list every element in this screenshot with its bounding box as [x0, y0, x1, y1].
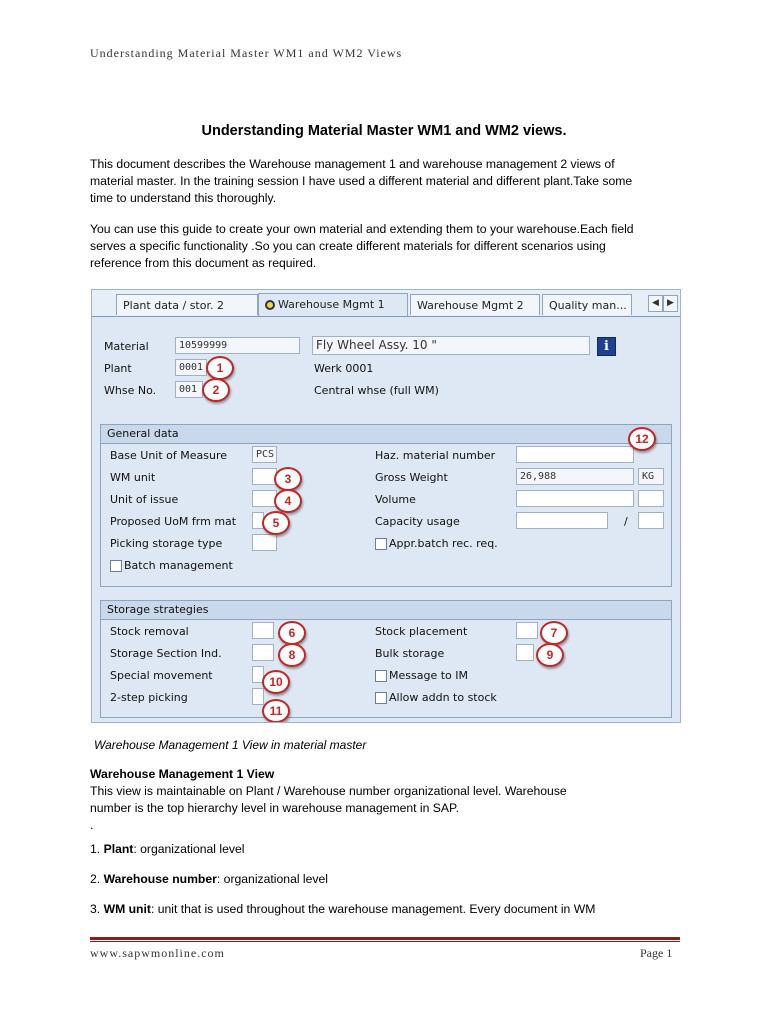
gross-weight-field[interactable]: 26,988 — [516, 468, 634, 485]
list-term: WM unit — [103, 902, 151, 916]
section-line: number is the top hierarchy level in warehouse management in SAP. — [90, 801, 459, 815]
section-heading: Warehouse Management 1 View — [90, 767, 275, 781]
gross-weight-unit-field[interactable]: KG — [638, 468, 664, 485]
volume-field[interactable] — [516, 490, 634, 507]
haz-material-label: Haz. material number — [375, 449, 496, 462]
annotation-badge-9: 9 — [536, 643, 564, 667]
picking-storage-type-field[interactable] — [252, 534, 277, 551]
annotation-badge-2: 2 — [202, 378, 230, 402]
document-title: Understanding Material Master WM1 and WM2 views. — [201, 123, 567, 139]
storage-section-label: Storage Section Ind. — [110, 647, 222, 660]
batch-management-label: Batch management — [124, 559, 233, 572]
whse-field[interactable]: 001 — [175, 381, 203, 398]
intro-line: material master. In the training session I have used a different material and different plant.Take some — [90, 174, 633, 188]
list-item — [90, 871, 670, 888]
annotation-badge-1: 1 — [206, 356, 234, 380]
footer-page-number: Page 1 — [640, 946, 673, 960]
annotation-badge-10: 10 — [262, 670, 290, 694]
section-line: This view is maintainable on Plant / Warehouse number organizational level. Warehouse — [90, 784, 567, 798]
list-text: : organizational level — [216, 872, 329, 886]
material-description-field[interactable]: Fly Wheel Assy. 10 " — [312, 336, 590, 355]
allow-addn-label: Allow addn to stock — [389, 691, 497, 704]
intro-line: time to understand this thoroughly. — [90, 191, 277, 205]
tab-warehouse-mgmt-2[interactable] — [410, 294, 540, 315]
annotation-badge-7: 7 — [540, 621, 568, 645]
two-step-picking-label: 2-step picking — [110, 691, 188, 704]
stock-placement-field[interactable] — [516, 622, 538, 639]
message-to-im-label: Message to IM — [389, 669, 468, 682]
guide-line: You can use this guide to create your own material and extending them to your warehouse.Each field — [90, 222, 634, 236]
guide-line: reference from this document as required. — [90, 256, 317, 270]
base-uom-label: Base Unit of Measure — [110, 449, 228, 462]
list-number: 2. — [90, 872, 104, 886]
wm1-section — [90, 766, 670, 834]
active-tab-icon — [265, 300, 275, 310]
haz-material-field[interactable] — [516, 446, 634, 463]
volume-label: Volume — [375, 493, 416, 506]
annotation-badge-12: 12 — [628, 427, 656, 451]
tab-bar — [92, 290, 680, 317]
tab-plant-data-stor2[interactable] — [116, 294, 258, 315]
storage-strategies-title: Storage strategies — [101, 601, 671, 620]
intro-paragraph — [90, 156, 670, 207]
proposed-uom-label: Proposed UoM frm mat — [110, 515, 237, 528]
allow-addn-checkbox[interactable] — [375, 692, 387, 704]
list-term: Warehouse number — [103, 872, 217, 886]
stock-removal-field[interactable] — [252, 622, 274, 639]
sap-material-master-screenshot — [91, 289, 681, 723]
wm-unit-label: WM unit — [110, 471, 156, 484]
plant-field[interactable]: 0001 — [175, 359, 207, 376]
annotation-badge-8: 8 — [278, 643, 306, 667]
tab-scroll-right-icon[interactable]: ▶ — [663, 295, 678, 312]
annotation-badge-6: 6 — [278, 621, 306, 645]
message-to-im-checkbox[interactable] — [375, 670, 387, 682]
material-label: Material — [104, 340, 149, 353]
footer-rule-thin — [90, 941, 680, 942]
capacity-usage-field[interactable] — [516, 512, 608, 529]
capacity-separator: / — [624, 515, 628, 528]
annotation-badge-3: 3 — [274, 467, 302, 491]
figure-caption: Warehouse Management 1 View in material master — [94, 738, 367, 752]
base-uom-field[interactable]: PCS — [252, 446, 277, 463]
material-field[interactable]: 10599999 — [175, 337, 300, 354]
intro-line: This document describes the Warehouse management 1 and warehouse management 2 views of — [90, 157, 615, 171]
list-text: : unit that is used throughout the warehouse management. Every document in WM — [150, 902, 596, 916]
tab-label: Warehouse Mgmt 2 — [417, 299, 524, 312]
list-term: Plant — [103, 842, 134, 856]
list-item — [90, 841, 670, 858]
general-data-title: General data — [101, 425, 671, 444]
guide-paragraph — [90, 221, 670, 272]
list-number: 1. — [90, 842, 104, 856]
two-step-picking-field[interactable] — [252, 688, 264, 705]
list-text: : organizational level — [133, 842, 245, 856]
whse-label: Whse No. — [104, 384, 157, 397]
gross-weight-label: Gross Weight — [375, 471, 448, 484]
appr-batch-checkbox[interactable] — [375, 538, 387, 550]
picking-storage-type-label: Picking storage type — [110, 537, 223, 550]
tab-label: Quality man... — [549, 299, 627, 312]
plant-description: Werk 0001 — [314, 362, 374, 375]
volume-unit-field[interactable] — [638, 490, 664, 507]
unit-of-issue-label: Unit of issue — [110, 493, 179, 506]
storage-section-field[interactable] — [252, 644, 274, 661]
annotation-badge-5: 5 — [262, 511, 290, 535]
whse-description: Central whse (full WM) — [314, 384, 439, 397]
tab-warehouse-mgmt-1[interactable] — [258, 293, 408, 316]
bulk-storage-label: Bulk storage — [375, 647, 445, 660]
tab-label: Plant data / stor. 2 — [123, 299, 224, 312]
annotation-badge-4: 4 — [274, 489, 302, 513]
capacity-usage-label: Capacity usage — [375, 515, 460, 528]
special-movement-label: Special movement — [110, 669, 213, 682]
list-number: 3. — [90, 902, 104, 916]
section-dot: . — [90, 818, 94, 832]
footer-website: www.sapwmonline.com — [90, 946, 225, 960]
annotation-badge-11: 11 — [262, 699, 290, 723]
appr-batch-label: Appr.batch rec. req. — [389, 537, 498, 550]
plant-label: Plant — [104, 362, 132, 375]
tab-quality-management[interactable] — [542, 294, 632, 315]
bulk-storage-field[interactable] — [516, 644, 534, 661]
info-icon[interactable]: i — [597, 337, 616, 356]
running-header: Understanding Material Master WM1 and WM2 Views — [90, 46, 403, 60]
guide-line: serves a specific functionality .So you can create different materials for different scenarios using — [90, 239, 606, 253]
tab-scroll-left-icon[interactable]: ◀ — [648, 295, 663, 312]
list-item — [90, 901, 670, 918]
footer-rule — [90, 937, 680, 940]
stock-removal-label: Stock removal — [110, 625, 189, 638]
capacity-unit-field[interactable] — [638, 512, 664, 529]
batch-management-checkbox[interactable] — [110, 560, 122, 572]
tab-label: Warehouse Mgmt 1 — [278, 298, 385, 311]
stock-placement-label: Stock placement — [375, 625, 468, 638]
